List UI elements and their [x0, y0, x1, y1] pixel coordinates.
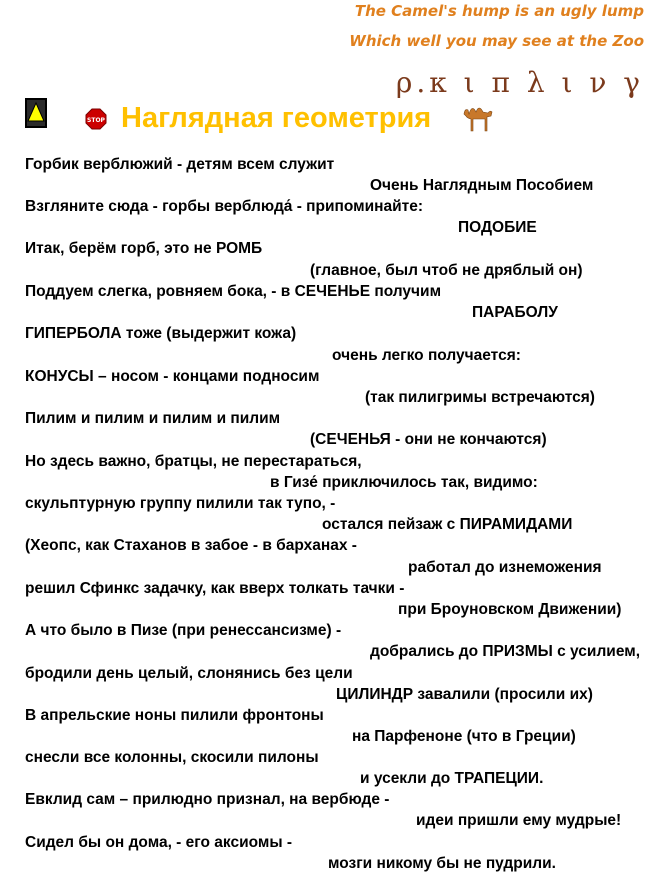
poem-line: Но здесь важно, братцы, не перестараться, [25, 453, 362, 470]
epigraph-line-2: Which well you may see at the Zoo [349, 32, 644, 50]
poem-line: Горбик верблюжий - детям всем служит [25, 156, 335, 173]
poem-line: (СЕЧЕНЬЯ - они не кончаются) [310, 431, 547, 448]
warning-triangle-icon [25, 98, 47, 128]
poem-line: В апрельские ноны пилили фронтоны [25, 707, 324, 724]
epigraph-line-1: The Camel's hump is an ugly lump [354, 2, 644, 20]
poem-line: идеи пришли ему мудрые! [416, 812, 622, 829]
poem-line: ПАРАБОЛУ [472, 304, 558, 321]
page-title: Наглядная геометрия [121, 102, 432, 134]
poem-line: (так пилигримы встречаются) [365, 389, 595, 406]
poem-line: ГИПЕРБОЛА тоже (выдержит кожа) [25, 325, 297, 342]
poem-line: добрались до ПРИЗМЫ с усилием, [370, 643, 641, 660]
poem-line: А что было в Пизе (при ренессансизме) - [25, 622, 342, 639]
poem-line: (главное, был чтоб не дряблый он) [310, 262, 583, 279]
poem-line: Итак, берём горб, это не РОМБ [25, 240, 263, 257]
poem-line: работал до изнеможения [408, 559, 602, 576]
poem-line: КОНУСЫ – носом - концами подносим [25, 368, 320, 385]
poem-line: остался пейзаж с ПИРАМИДАМИ [322, 516, 573, 533]
poem-line: Поддуем слегка, ровняем бока, - в СЕЧЕНЬЕ получим [25, 283, 442, 300]
poem-line: снесли все колонны, скосили пилоны [25, 749, 319, 766]
camel-icon [460, 98, 496, 139]
author-signature: ρ.κ ι π λ ι ν γ [395, 66, 644, 99]
stop-sign-icon [85, 108, 107, 135]
poem-line: и усекли до ТРАПЕЦИИ. [360, 770, 544, 787]
poem-line: ПОДОБИЕ [458, 219, 537, 236]
poem-line: (Хеопс, как Стаханов в забое - в барханах - [25, 537, 357, 554]
poem-line: мозги никому бы не пудрили. [328, 855, 556, 872]
stop-sign-text: STOP [87, 117, 105, 124]
poem-line: Евклид сам – прилюдно признал, на вербюде - [25, 791, 390, 808]
poem-line: бродили день целый, слонянись без цели [25, 665, 353, 682]
poem-line: ЦИЛИНДР завалили (просили их) [336, 686, 593, 703]
poem-line: Очень Наглядным Пособием [370, 177, 594, 194]
poem-line: Пилим и пилим и пилим и пилим [25, 410, 281, 427]
poem-line: очень легко получается: [332, 347, 521, 364]
poem-line: Взгляните сюда - горбы верблюда́ - припоминайте: [25, 198, 424, 215]
poem-line: на Парфеноне (что в Греции) [352, 728, 576, 745]
poem-line: в Гизе́ приключилось так, видимо: [270, 474, 538, 491]
poem-line: при Броуновском Движении) [398, 601, 622, 618]
poem-line: скульптурную группу пилили так тупо, - [25, 495, 336, 512]
poem-line: решил Сфинкс задачку, как вверх толкать тачки - [25, 580, 405, 597]
poem-line: Сидел бы он дома, - его аксиомы - [25, 834, 293, 851]
